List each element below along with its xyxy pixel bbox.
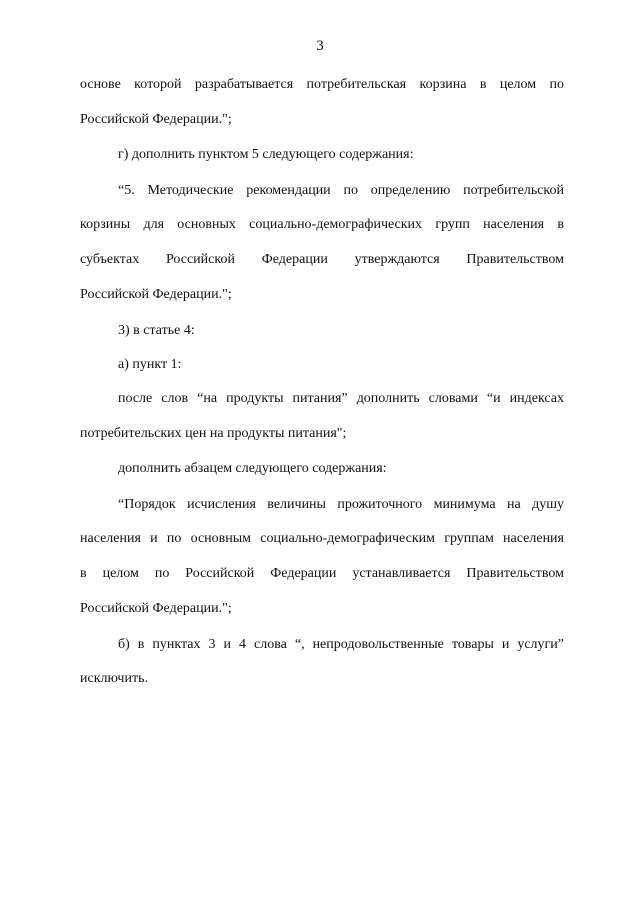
text-line: б) в пунктах 3 и 4 слова “, непродовольственные товары и услуги” bbox=[118, 637, 564, 652]
text-line: потребительских цен на продукты питания"; bbox=[80, 426, 347, 441]
text-line: Российской Федерации."; bbox=[80, 287, 232, 302]
text-line: “5. Методические рекомендации по определению потребительской bbox=[118, 183, 564, 198]
text-line: населения и по основным социально-демографическим группам населения bbox=[80, 531, 564, 546]
text-line: субъектах Российской Федерации утверждаются Правительством bbox=[80, 252, 564, 267]
text-line: исключить. bbox=[80, 671, 148, 686]
text-line: а) пункт 1: bbox=[118, 357, 182, 372]
text-line: “Порядок исчисления величины прожиточного минимума на душу bbox=[118, 497, 564, 512]
text-line: основе которой разрабатывается потребительская корзина в целом по bbox=[80, 77, 564, 92]
text-line: после слов “на продукты питания” дополнить словами “и индексах bbox=[118, 391, 564, 406]
text-line: 3) в статье 4: bbox=[118, 323, 195, 338]
text-line: в целом по Российской Федерации устанавливается Правительством bbox=[80, 566, 564, 581]
text-line: г) дополнить пунктом 5 следующего содержания: bbox=[118, 147, 414, 162]
text-line: корзины для основных социально-демографических групп населения в bbox=[80, 217, 564, 232]
page-number: 3 bbox=[316, 38, 324, 54]
text-line: Российской Федерации."; bbox=[80, 112, 232, 127]
text-line: дополнить абзацем следующего содержания: bbox=[118, 461, 387, 476]
text-line: Российской Федерации."; bbox=[80, 601, 232, 616]
